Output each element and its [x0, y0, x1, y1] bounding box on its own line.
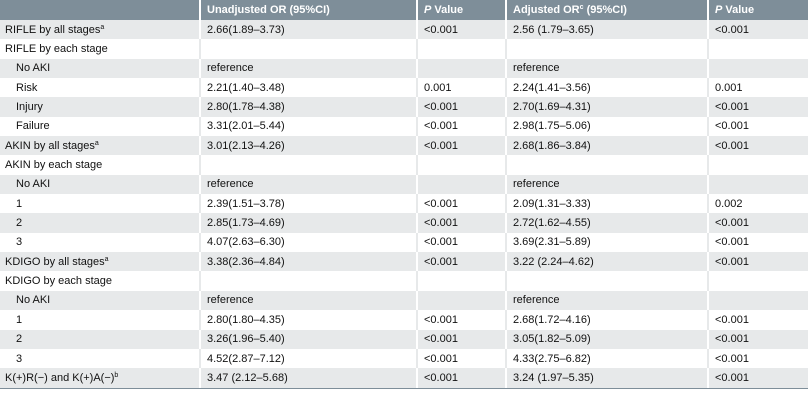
table-body: [0, 20, 808, 388]
unadjusted-or-cell: 2.39(1.51–3.78): [200, 194, 417, 213]
row-label-text: 1: [16, 197, 23, 210]
adjusted-p-value-cell: 0.002: [715, 197, 743, 210]
row-label: [0, 175, 200, 194]
row-label-text: 2: [16, 217, 23, 230]
unadjusted-or-cell: [200, 271, 417, 290]
table-row: [0, 252, 808, 271]
p-value-cell: 0.001: [417, 78, 506, 97]
adjusted-p-value-cell: [708, 155, 808, 174]
row-label-text: RIFLE by all stages: [5, 23, 101, 36]
unadjusted-or-cell: 4.52(2.87–7.12): [200, 349, 417, 368]
adjusted-or-cell: 2.24(1.41–3.56): [506, 78, 708, 97]
unadjusted-or-cell: [200, 155, 417, 174]
unadjusted-or-cell: 3.38(2.36–4.84): [200, 252, 417, 271]
row-label: [0, 368, 200, 387]
p-value-cell: <0.001: [417, 368, 506, 387]
p-value-cell: <0.001: [417, 136, 506, 155]
unadjusted-or-cell: 2.85(1.73–4.69): [200, 213, 417, 232]
adjusted-p-value-cell: 0.001: [715, 81, 743, 94]
unadjusted-or-cell: reference: [200, 291, 417, 310]
row-label: [0, 97, 200, 116]
row-label: [0, 213, 200, 232]
row-label-footnote: a: [104, 255, 109, 263]
adjusted-or-cell: reference: [506, 175, 708, 194]
header-p-rest-2: Value: [722, 4, 755, 16]
table-row: [0, 330, 808, 349]
header-p-value-2: [708, 0, 808, 20]
row-label-text: 2: [16, 333, 23, 346]
adjusted-p-value-cell: <0.001: [715, 23, 749, 36]
p-value-cell: [417, 39, 506, 58]
adjusted-p-value-cell: [708, 175, 808, 194]
adjusted-p-value-cell: [708, 271, 808, 290]
row-label-text: AKIN by each stage: [5, 159, 103, 172]
adjusted-or-cell: [506, 155, 708, 174]
header-adjusted-or-prefix: Adjusted OR: [513, 4, 580, 16]
adjusted-or-cell: 2.72(1.62–4.55): [506, 213, 708, 232]
p-value-cell: [417, 271, 506, 290]
p-value-cell: <0.001: [417, 349, 506, 368]
row-label-text: Failure: [16, 120, 50, 133]
row-label-text: KDIGO by all stages: [5, 255, 105, 268]
row-label-text: 3: [16, 236, 23, 249]
table-row: [0, 97, 808, 116]
row-label: [0, 252, 200, 271]
adjusted-or-cell: 3.22 (2.24–4.62): [506, 252, 708, 271]
unadjusted-or-cell: reference: [200, 59, 417, 78]
adjusted-or-cell: reference: [506, 291, 708, 310]
row-label-text: Injury: [16, 101, 43, 114]
adjusted-p-value-cell: <0.001: [715, 313, 749, 326]
table-row: [0, 349, 808, 368]
header-p-italic-1: P: [424, 4, 432, 16]
adjusted-or-cell: 4.33(2.75–6.82): [506, 349, 708, 368]
adjusted-p-value-cell: <0.001: [715, 371, 749, 384]
table-row: [0, 291, 808, 310]
row-label-text: K(+)R(−) and K(+)A(−): [5, 371, 115, 384]
table-row: [0, 271, 808, 290]
table-row: [0, 175, 808, 194]
table-header: [0, 0, 808, 20]
row-label: [0, 310, 200, 329]
adjusted-p-value-cell: <0.001: [715, 139, 749, 152]
table-row: [0, 194, 808, 213]
row-label-footnote: a: [100, 23, 105, 31]
adjusted-p-value-cell: <0.001: [715, 255, 749, 268]
header-p-rest-1: Value: [431, 4, 464, 16]
unadjusted-or-cell: 2.80(1.80–4.35): [200, 310, 417, 329]
row-label-text: 1: [16, 313, 23, 326]
row-label: [0, 194, 200, 213]
adjusted-or-cell: [506, 271, 708, 290]
adjusted-or-cell: 2.09(1.31–3.33): [506, 194, 708, 213]
header-row: [0, 0, 808, 20]
unadjusted-or-cell: [200, 39, 417, 58]
row-label-text: Risk: [16, 81, 38, 94]
table-row: [0, 78, 808, 97]
adjusted-or-cell: 2.56 (1.79–3.65): [506, 20, 708, 39]
row-label: [0, 136, 200, 155]
row-label: [0, 39, 200, 58]
adjusted-p-value-cell: [708, 39, 808, 58]
row-label-text: AKIN by all stages: [5, 139, 95, 152]
unadjusted-or-cell: 3.31(2.01–5.44): [200, 117, 417, 136]
row-label: [0, 117, 200, 136]
unadjusted-or-cell: 4.07(2.63–6.30): [200, 233, 417, 252]
p-value-cell: <0.001: [417, 213, 506, 232]
table-row: [0, 59, 808, 78]
p-value-cell: [417, 59, 506, 78]
table-bottom-rule: [0, 388, 808, 389]
p-value-cell: <0.001: [417, 330, 506, 349]
row-label-text: KDIGO by each stage: [5, 275, 112, 288]
row-label-text: No AKI: [16, 62, 51, 75]
p-value-cell: [417, 291, 506, 310]
adjusted-or-cell: 2.68(1.72–4.16): [506, 310, 708, 329]
row-label: [0, 155, 200, 174]
adjusted-p-value-cell: <0.001: [715, 217, 749, 230]
adjusted-p-value-cell: <0.001: [715, 236, 749, 249]
unadjusted-or-cell: 2.21(1.40–3.48): [200, 78, 417, 97]
adjusted-p-value-cell: <0.001: [715, 101, 749, 114]
table-row: [0, 213, 808, 232]
adjusted-or-cell: [506, 39, 708, 58]
p-value-cell: <0.001: [417, 194, 506, 213]
adjusted-p-value-cell: [708, 291, 808, 310]
p-value-cell: <0.001: [417, 233, 506, 252]
adjusted-p-value-cell: <0.001: [715, 120, 749, 133]
row-label: [0, 271, 200, 290]
adjusted-or-cell: 3.05(1.82–5.09): [506, 330, 708, 349]
unadjusted-or-cell: reference: [200, 175, 417, 194]
table-row: [0, 310, 808, 329]
adjusted-or-cell: 2.98(1.75–5.06): [506, 117, 708, 136]
table-row: [0, 117, 808, 136]
p-value-cell: <0.001: [417, 97, 506, 116]
row-label: [0, 291, 200, 310]
header-adjusted-or-footnote: c: [579, 4, 584, 11]
header-unadjusted-or-label: Unadjusted OR (95%CI): [207, 4, 330, 16]
row-label: [0, 59, 200, 78]
adjusted-p-value-cell: <0.001: [715, 333, 749, 346]
header-adjusted-or: [506, 0, 708, 20]
adjusted-or-cell: 3.24 (1.97–5.35): [506, 368, 708, 387]
table-row: [0, 368, 808, 387]
row-label-text: No AKI: [16, 178, 51, 191]
unadjusted-or-cell: 3.47 (2.12–5.68): [200, 368, 417, 387]
unadjusted-or-cell: 2.66(1.89–3.73): [200, 20, 417, 39]
adjusted-or-cell: reference: [506, 59, 708, 78]
adjusted-or-cell: 2.70(1.69–4.31): [506, 97, 708, 116]
unadjusted-or-cell: 3.26(1.96–5.40): [200, 330, 417, 349]
row-label-text: RIFLE by each stage: [5, 43, 108, 56]
table-row: [0, 233, 808, 252]
unadjusted-or-cell: 3.01(2.13–4.26): [200, 136, 417, 155]
table-row: [0, 155, 808, 174]
row-label: [0, 349, 200, 368]
table-row: [0, 39, 808, 58]
p-value-cell: <0.001: [417, 252, 506, 271]
row-label-footnote: a: [94, 139, 99, 147]
adjusted-or-cell: 3.69(2.31–5.89): [506, 233, 708, 252]
header-unadjusted-or: [200, 0, 417, 20]
row-label: [0, 233, 200, 252]
row-label: [0, 78, 200, 97]
table-row: [0, 20, 808, 39]
adjusted-or-cell: 2.68(1.86–3.84): [506, 136, 708, 155]
header-adjusted-or-suffix: (95%CI): [583, 4, 627, 16]
header-blank: [0, 0, 200, 20]
p-value-cell: <0.001: [417, 310, 506, 329]
row-label: [0, 330, 200, 349]
header-p-value-1: [417, 0, 506, 20]
p-value-cell: [417, 175, 506, 194]
header-p-italic-2: P: [715, 4, 723, 16]
p-value-cell: [417, 155, 506, 174]
row-label-footnote: b: [114, 371, 119, 379]
row-label: [0, 20, 200, 39]
adjusted-p-value-cell: [708, 59, 808, 78]
row-label-text: 3: [16, 352, 23, 365]
p-value-cell: <0.001: [417, 20, 506, 39]
p-value-cell: <0.001: [417, 117, 506, 136]
unadjusted-or-cell: 2.80(1.78–4.38): [200, 97, 417, 116]
row-label-text: No AKI: [16, 294, 51, 307]
table-row: [0, 136, 808, 155]
adjusted-p-value-cell: <0.001: [715, 352, 749, 365]
